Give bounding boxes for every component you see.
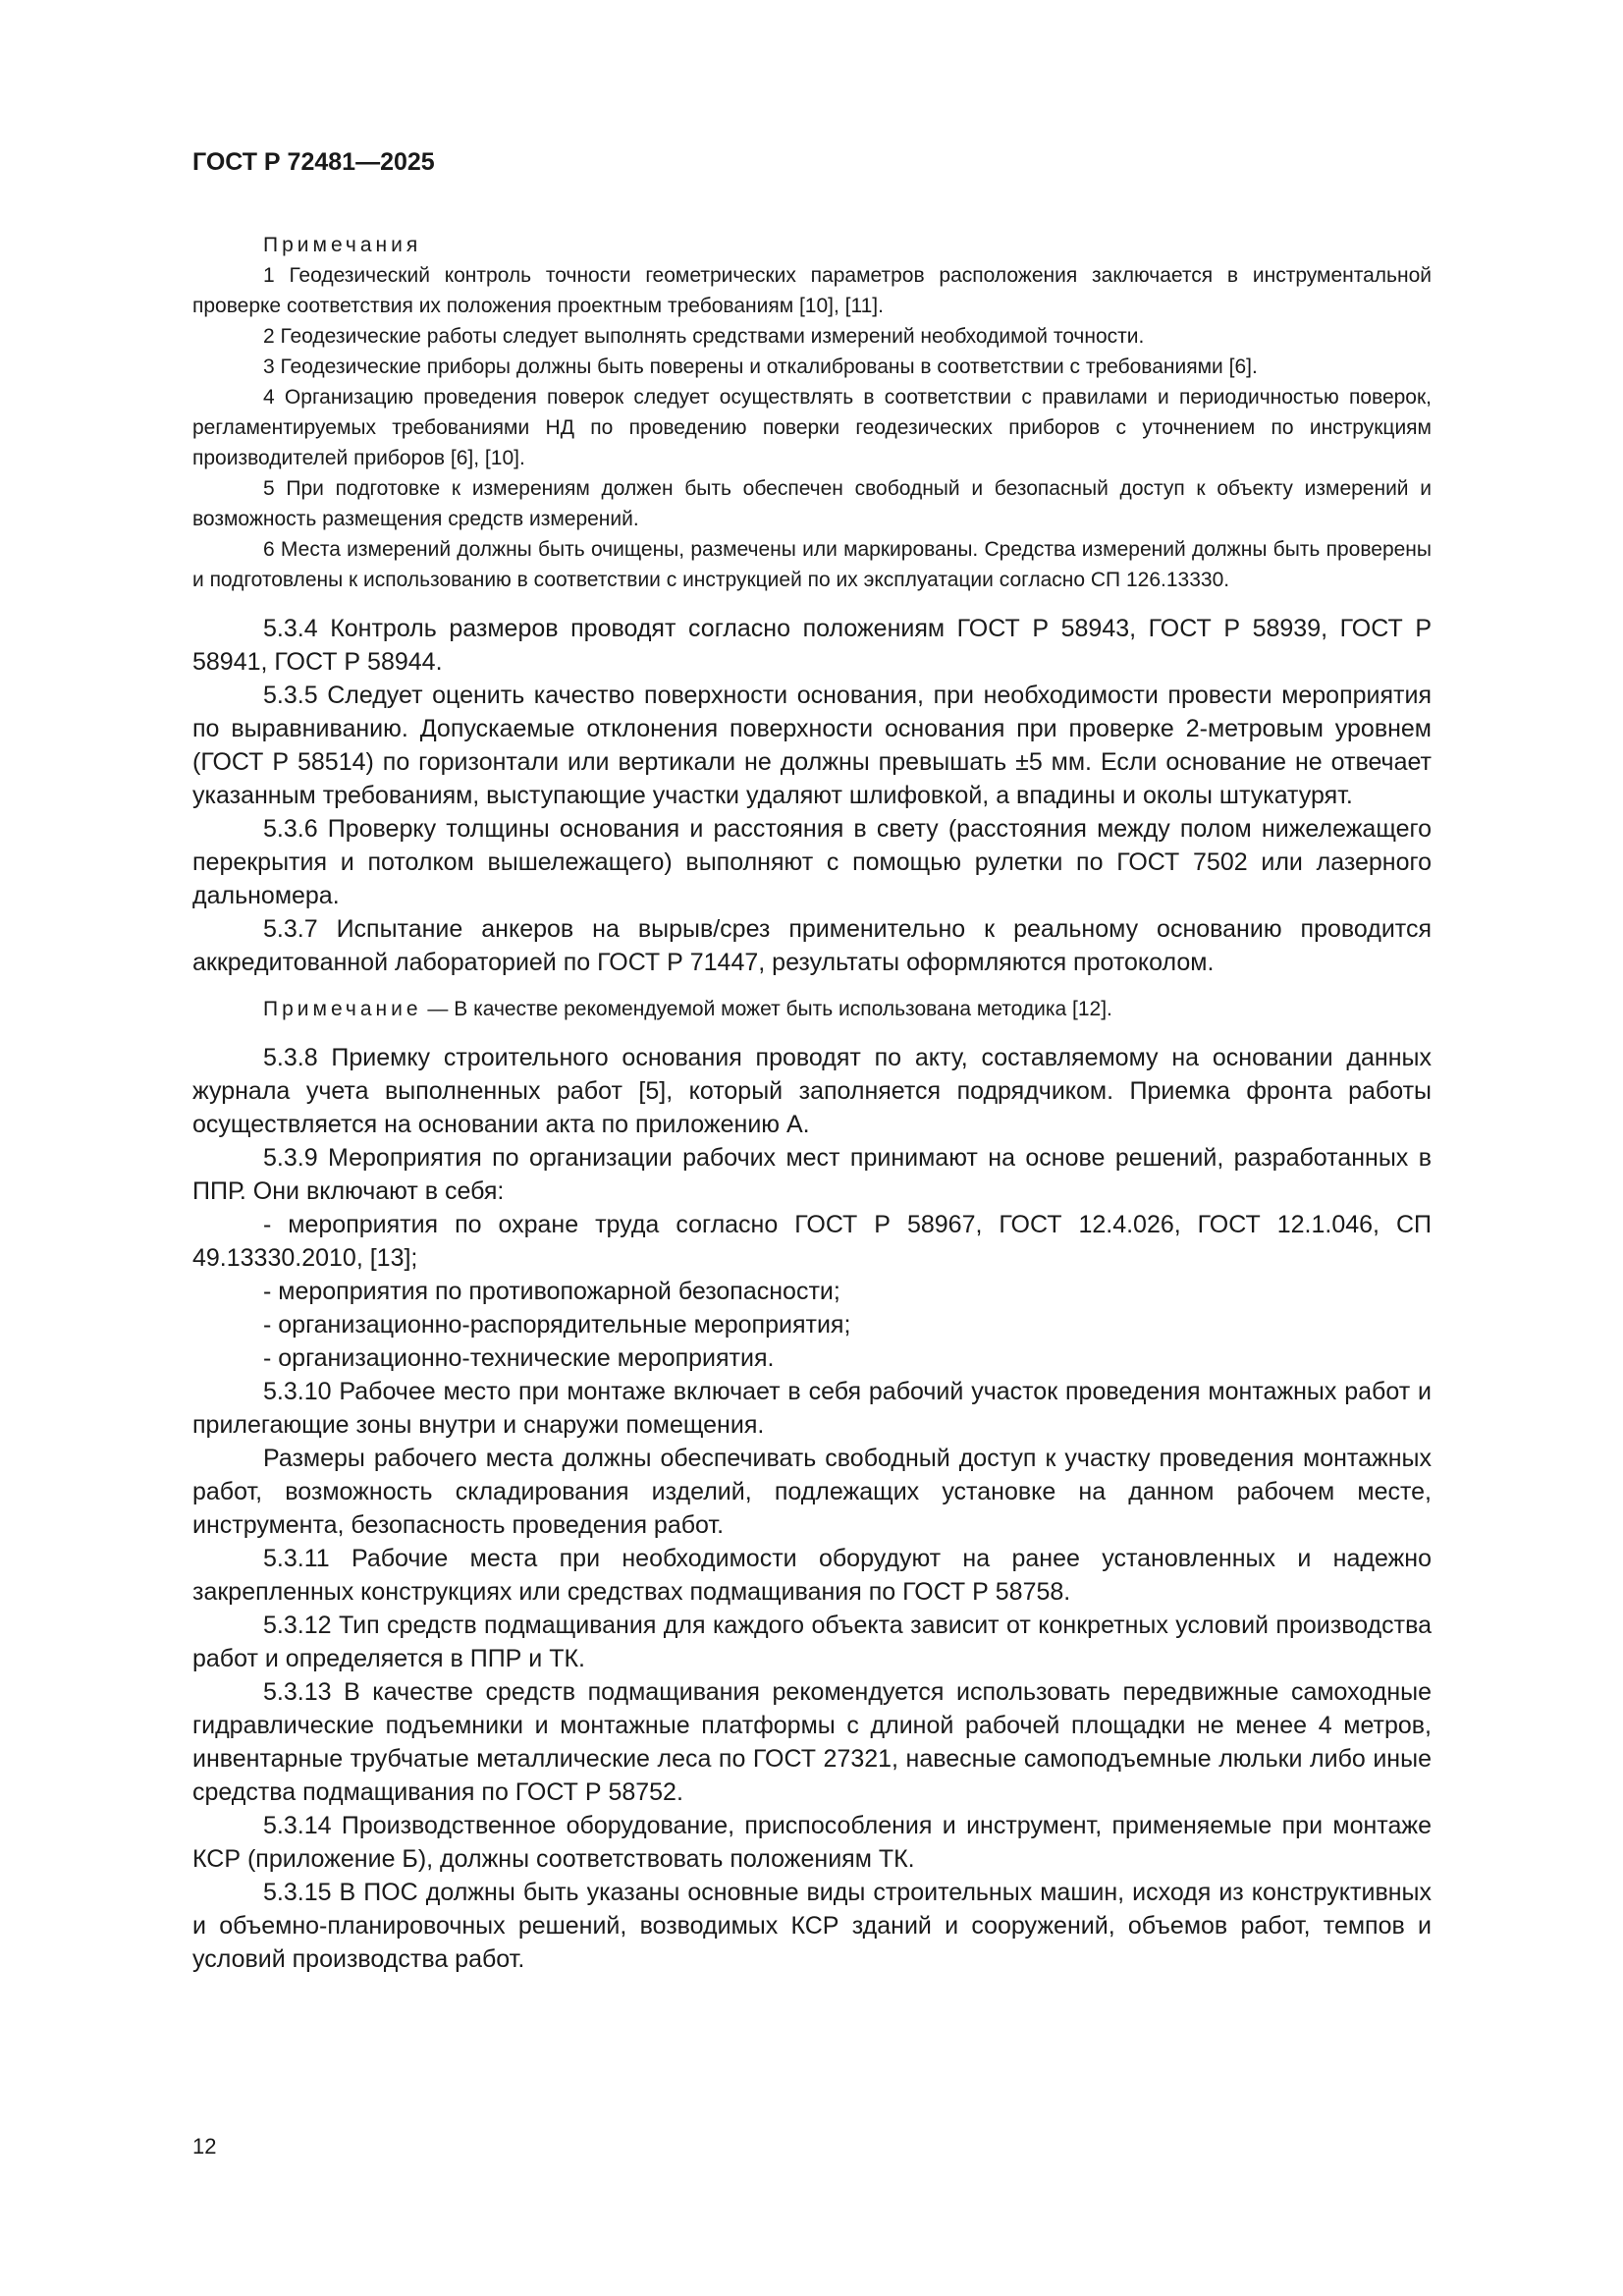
notes-block — [192, 230, 1432, 595]
inline-note — [192, 994, 1432, 1024]
note-item: 5 При подготовке к измерениям должен быть обеспечен свободный и безопасный доступ к объекту измерений и возможность размещения средств измерений. — [192, 477, 1432, 530]
clause-5-3-10: 5.3.10 Рабочее место при монтаже включает в себя рабочий участок проведения монтажных работ и прилегающие зоны внутри и снаружи помещения. — [192, 1378, 1432, 1439]
document-page — [192, 147, 1432, 1976]
list-item: - организационно-технические мероприятия. — [263, 1344, 775, 1372]
inline-note-text: В качестве рекомендуемой может быть использована методика [12]. — [454, 998, 1112, 1020]
clause-5-3-7: 5.3.7 Испытание анкеров на вырыв/срез применительно к реальному основанию проводится аккредитованной лабораторией по ГОСТ Р 71447, результаты оформляются протоколом. — [192, 915, 1432, 976]
notes-title: Примечания — [263, 234, 422, 256]
clause-5-3-11: 5.3.11 Рабочие места при необходимости оборудуют на ранее установленных и надежно закрепленных конструкциях или средствах подмащивания по ГОСТ Р 58758. — [192, 1545, 1432, 1606]
clause-paragraph: Размеры рабочего места должны обеспечивать свободный доступ к участку проведения монтажных работ, возможность складирования изделий, подлежащих установке на данном рабочем месте, инструмента, безопасность проведения работ. — [192, 1445, 1432, 1539]
clauses-section-a — [192, 612, 1432, 979]
clause-5-3-13: 5.3.13 В качестве средств подмащивания рекомендуется использовать передвижные самоходные гидравлические подъемники и монтажные платформы с длиной рабочей площадки не менее 4 метров, инвентарные трубчатые металлические леса по ГОСТ 27321, навесные самоподъемные люльки либо иные средства подмащивания по ГОСТ Р 58752. — [192, 1678, 1432, 1806]
inline-note-label: Примечание — [263, 998, 422, 1020]
clause-5-3-4: 5.3.4 Контроль размеров проводят согласно положениям ГОСТ Р 58943, ГОСТ Р 58939, ГОСТ Р 58941, ГОСТ Р 58944. — [192, 615, 1432, 676]
document-code-header: ГОСТ Р 72481—2025 — [192, 148, 435, 176]
note-item: 4 Организацию проведения поверок следует осуществлять в соответствии с правилами и периодичностью поверок, регламентируемых требованиями НД по проведению поверки геодезических приборов с уточнением по инструкциям производителей приборов [6], [10]. — [192, 386, 1432, 469]
list-item: - мероприятия по охране труда согласно ГОСТ Р 58967, ГОСТ 12.4.026, ГОСТ 12.1.046, СП 49.13330.2010, [13]; — [192, 1211, 1432, 1272]
clause-5-3-5: 5.3.5 Следует оценить качество поверхности основания, при необходимости провести мероприятия по выравниванию. Допускаемые отклонения поверхности основания при проверке 2-метровым уровнем (ГОСТ Р 58514) по горизонтали или вертикали не должны превышать ±5 мм. Если основание не отвечает указанным требованиям, выступающие участки удаляют шлифовкой, а впадины и околы штукатурят. — [192, 682, 1432, 809]
clause-5-3-8: 5.3.8 Приемку строительного основания проводят по акту, составляемому на основании данных журнала учета выполненных работ [5], который заполняется подрядчиком. Приемка фронта работы осуществляется на основании акта по приложению А. — [192, 1044, 1432, 1138]
note-item: 3 Геодезические приборы должны быть поверены и откалиброваны в соответствии с требованиями [6]. — [263, 355, 1258, 378]
clause-5-3-14: 5.3.14 Производственное оборудование, приспособления и инструмент, применяемые при монтаже КСР (приложение Б), должны соответствовать положениям ТК. — [192, 1812, 1432, 1873]
clause-5-3-9: 5.3.9 Мероприятия по организации рабочих мест принимают на основе решений, разработанных в ППР. Они включают в себя: — [192, 1144, 1432, 1205]
note-item: 2 Геодезические работы следует выполнять средствами измерений необходимой точности. — [263, 325, 1145, 348]
clauses-section-b — [192, 1041, 1432, 1976]
page-number: 12 — [192, 2134, 217, 2159]
clause-5-3-12: 5.3.12 Тип средств подмащивания для каждого объекта зависит от конкретных условий производства работ и определяется в ППР и ТК. — [192, 1612, 1432, 1672]
note-item: 1 Геодезический контроль точности геометрических параметров расположения заключается в инструментальной проверке соответствия их положения проектным требованиям [10], [11]. — [192, 264, 1432, 317]
clause-5-3-6: 5.3.6 Проверку толщины основания и расстояния в свету (расстояния между полом нижележащего перекрытия и потолком вышележащего) выполняют с помощью рулетки по ГОСТ 7502 или лазерного дальномера. — [192, 815, 1432, 909]
inline-note-dash: — — [421, 998, 455, 1020]
clause-5-3-15: 5.3.15 В ПОС должны быть указаны основные виды строительных машин, исходя из конструктивных и объемно-планировочных решений, возводимых КСР зданий и сооружений, объемов работ, темпов и условий производства работ. — [192, 1879, 1432, 1973]
note-item: 6 Места измерений должны быть очищены, размечены или маркированы. Средства измерений должны быть проверены и подготовлены к использованию в соответствии с инструкцией по их эксплуатации согласно СП 126.13330. — [192, 538, 1432, 591]
list-item: - организационно-распорядительные мероприятия; — [263, 1311, 851, 1339]
list-item: - мероприятия по противопожарной безопасности; — [263, 1278, 840, 1305]
